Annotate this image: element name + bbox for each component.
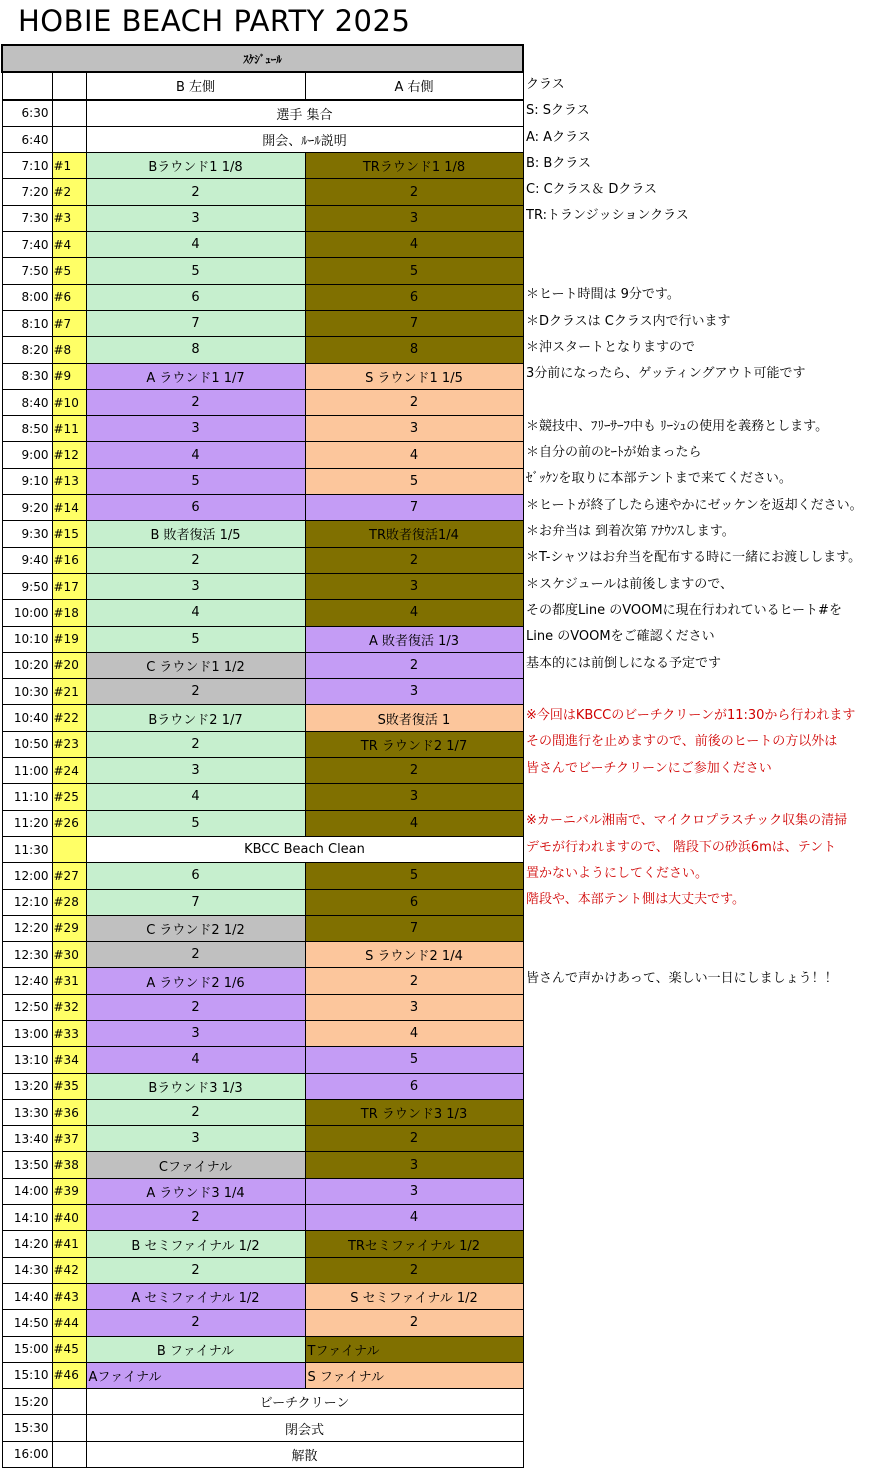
a-side-heat-cell: S ファイナル: [305, 1362, 523, 1388]
note-line: ＊競技中、ﾌﾘｰｻｰﾌ中も ﾘｰｼｭの使用を義務とします。: [526, 418, 829, 434]
schedule-row: [2, 1205, 523, 1231]
a-side-heat-cell: TR ラウンド3 1/3: [305, 1099, 523, 1125]
schedule-row: [2, 547, 523, 573]
b-side-heat-cell: 7: [86, 889, 305, 915]
a-side-heat-cell: TR ラウンド2 1/7: [305, 731, 523, 757]
time-cell: 11:30: [2, 836, 52, 862]
time-cell: 9:50: [2, 573, 52, 599]
time-cell: 12:50: [2, 994, 52, 1020]
schedule-row: [2, 1020, 523, 1046]
a-side-heat-cell: 2: [305, 389, 523, 415]
b-side-heat-cell: 4: [86, 442, 305, 468]
schedule-row: [2, 126, 523, 152]
note-line: [526, 677, 888, 703]
time-cell: 14:20: [2, 1231, 52, 1257]
note-line: [526, 914, 888, 940]
event-cell: 開会、ﾙｰﾙ説明: [86, 126, 523, 152]
heat-number-cell: #10: [52, 389, 86, 415]
schedule-row: [2, 1099, 523, 1125]
schedule-row: [2, 626, 523, 652]
time-cell: 11:00: [2, 758, 52, 784]
heat-number-cell: #5: [52, 258, 86, 284]
heat-number-cell: #35: [52, 1073, 86, 1099]
a-side-heat-cell: 7: [305, 915, 523, 941]
a-side-heat-cell: 2: [305, 652, 523, 678]
b-side-heat-cell: 3: [86, 1020, 305, 1046]
note-line: ＊お弁当は 到着次第 ｱﾅｳﾝｽします。: [526, 524, 735, 540]
heat-number-cell: #46: [52, 1362, 86, 1388]
schedule-row: [2, 1441, 523, 1467]
a-side-heat-cell: 4: [305, 232, 523, 258]
note-line: [526, 230, 888, 256]
heat-number-cell: #17: [52, 573, 86, 599]
time-cell: 7:40: [2, 232, 52, 258]
a-side-heat-cell: 3: [305, 1178, 523, 1204]
schedule-row: [2, 442, 523, 468]
a-side-heat-cell: 3: [305, 679, 523, 705]
time-cell: 10:00: [2, 600, 52, 626]
note-line: A: Aクラス: [526, 129, 591, 145]
heat-number-cell: #36: [52, 1099, 86, 1125]
b-side-heat-cell: 2: [86, 679, 305, 705]
schedule-row: [2, 1231, 523, 1257]
b-side-heat-cell: 4: [86, 784, 305, 810]
note-line: ｾﾞｯｹﾝを取りに本部テントまで来てください。: [526, 471, 792, 487]
time-cell: 12:20: [2, 915, 52, 941]
schedule-row: [2, 600, 523, 626]
a-side-heat-cell: 5: [305, 258, 523, 284]
a-side-heat-cell: 8: [305, 337, 523, 363]
schedule-row: [2, 1415, 523, 1441]
time-cell: 13:20: [2, 1073, 52, 1099]
time-cell: 13:40: [2, 1126, 52, 1152]
schedule-row: [2, 836, 523, 862]
a-side-heat-cell: 5: [305, 1047, 523, 1073]
heat-number-cell: #14: [52, 495, 86, 521]
b-side-heat-cell: 2: [86, 389, 305, 415]
note-line: 皆さんで声かけあって、楽しい一日にしましょう！！: [526, 971, 838, 987]
a-side-heat-cell: 3: [305, 1152, 523, 1178]
note-line: 3分前になったら、ゲッティングアウト可能です: [526, 366, 806, 382]
schedule-row: [2, 1257, 523, 1283]
time-cell: 15:00: [2, 1336, 52, 1362]
heat-number-cell: #27: [52, 863, 86, 889]
column-header-row: [2, 72, 523, 99]
b-side-heat-cell: Aファイナル: [86, 1362, 305, 1388]
note-line: ＊沖スタートとなりますので: [526, 339, 696, 355]
b-side-heat-cell: 6: [86, 284, 305, 310]
b-side-heat-cell: 5: [86, 258, 305, 284]
heat-number-cell: #20: [52, 652, 86, 678]
schedule-row: [2, 810, 523, 836]
schedule-row: [2, 942, 523, 968]
a-side-heat-cell: TRラウンド1 1/8: [305, 153, 523, 179]
heat-number-cell: #37: [52, 1126, 86, 1152]
note-line: 階段や、本部テント側は大丈夫です。: [526, 892, 746, 908]
time-cell: 14:30: [2, 1257, 52, 1283]
heat-number-cell: #7: [52, 310, 86, 336]
note-line: S: Sクラス: [526, 103, 590, 119]
a-side-heat-cell: 3: [305, 416, 523, 442]
time-cell: 9:10: [2, 468, 52, 494]
note-line: ＊ヒートが終了したら速やかにゼッケンを返却ください。: [526, 497, 863, 513]
a-side-heat-cell: 4: [305, 810, 523, 836]
schedule-row: [2, 679, 523, 705]
a-side-heat-cell: 4: [305, 1020, 523, 1046]
b-side-heat-cell: 5: [86, 626, 305, 652]
heat-number-cell: #43: [52, 1283, 86, 1309]
a-side-heat-cell: A 敗者復活 1/3: [305, 626, 523, 652]
a-side-heat-cell: TR敗者復活1/4: [305, 521, 523, 547]
note-line: [526, 256, 888, 282]
time-cell: 7:10: [2, 153, 52, 179]
schedule-row: [2, 758, 523, 784]
b-side-heat-cell: 2: [86, 1099, 305, 1125]
b-side-heat-cell: 2: [86, 1310, 305, 1336]
heat-number-cell: #6: [52, 284, 86, 310]
heat-number-cell: #28: [52, 889, 86, 915]
a-side-heat-cell: 6: [305, 284, 523, 310]
heat-number-cell: #22: [52, 705, 86, 731]
time-cell: 8:20: [2, 337, 52, 363]
a-side-heat-cell: 2: [305, 1257, 523, 1283]
schedule-header-row: [2, 45, 523, 72]
heat-number-cell: #33: [52, 1020, 86, 1046]
time-cell: 9:40: [2, 547, 52, 573]
note-line: ※今回はKBCCのビーチクリーンが11:30から行われます: [526, 708, 856, 724]
a-side-heat-cell: S ラウンド2 1/4: [305, 942, 523, 968]
heat-number-cell: #15: [52, 521, 86, 547]
schedule-row: [2, 863, 523, 889]
b-side-heat-cell: Bラウンド2 1/7: [86, 705, 305, 731]
schedule-row: [2, 1178, 523, 1204]
schedule-row: [2, 968, 523, 994]
heat-col-header: [52, 72, 86, 99]
b-side-heat-cell: 2: [86, 731, 305, 757]
schedule-row: [2, 179, 523, 205]
heat-number-cell: #30: [52, 942, 86, 968]
a-side-heat-cell: 2: [305, 1310, 523, 1336]
time-cell: 13:30: [2, 1099, 52, 1125]
heat-number-cell: [52, 100, 86, 127]
time-cell: 12:30: [2, 942, 52, 968]
a-side-heat-cell: 4: [305, 1205, 523, 1231]
heat-number-cell: [52, 836, 86, 862]
note-line: その都度Line のVOOMに現在行われているヒート#を: [526, 602, 842, 618]
b-side-heat-cell: 3: [86, 205, 305, 231]
time-cell: 13:10: [2, 1047, 52, 1073]
b-side-heat-cell: Bラウンド1 1/8: [86, 153, 305, 179]
a-side-heat-cell: 2: [305, 758, 523, 784]
heat-number-cell: #12: [52, 442, 86, 468]
schedule-row: [2, 100, 523, 127]
heat-number-cell: #39: [52, 1178, 86, 1204]
note-line: ＊自分の前のﾋｰﾄが始まったら: [526, 445, 702, 461]
event-cell: ビーチクリーン: [86, 1389, 523, 1415]
note-line: Line のVOOMをご確認ください: [526, 629, 715, 645]
heat-number-cell: #3: [52, 205, 86, 231]
note-line: [526, 940, 888, 966]
a-side-heat-cell: 6: [305, 889, 523, 915]
b-side-heat-cell: 5: [86, 468, 305, 494]
time-cell: 7:20: [2, 179, 52, 205]
heat-number-cell: #29: [52, 915, 86, 941]
heat-number-cell: #31: [52, 968, 86, 994]
b-side-heat-cell: 3: [86, 416, 305, 442]
time-cell: 13:50: [2, 1152, 52, 1178]
heat-number-cell: #11: [52, 416, 86, 442]
heat-number-cell: #4: [52, 232, 86, 258]
event-cell: KBCC Beach Clean: [86, 836, 523, 862]
a-side-heat-cell: 3: [305, 994, 523, 1020]
schedule-row: [2, 1047, 523, 1073]
page-title: HOBIE BEACH PARTY 2025: [18, 4, 411, 38]
b-side-heat-cell: B ファイナル: [86, 1336, 305, 1362]
heat-number-cell: #21: [52, 679, 86, 705]
schedule-row: [2, 573, 523, 599]
schedule-row: [2, 1126, 523, 1152]
a-side-heat-cell: 7: [305, 310, 523, 336]
time-cell: 6:30: [2, 100, 52, 127]
a-side-heat-cell: 3: [305, 573, 523, 599]
schedule-row: [2, 652, 523, 678]
schedule-row: [2, 705, 523, 731]
schedule-row: [2, 495, 523, 521]
b-side-heat-cell: Bラウンド3 1/3: [86, 1073, 305, 1099]
b-side-heat-cell: C ラウンド1 1/2: [86, 652, 305, 678]
b-col-header: B 左側: [86, 72, 305, 99]
time-cell: 8:00: [2, 284, 52, 310]
b-side-heat-cell: 8: [86, 337, 305, 363]
heat-number-cell: #2: [52, 179, 86, 205]
schedule-row: [2, 153, 523, 179]
schedule-row: [2, 1283, 523, 1309]
heat-number-cell: #9: [52, 363, 86, 389]
schedule-row: [2, 731, 523, 757]
heat-number-cell: #34: [52, 1047, 86, 1073]
class-col-header: クラス: [526, 77, 565, 92]
b-side-heat-cell: Cファイナル: [86, 1152, 305, 1178]
b-side-heat-cell: 4: [86, 600, 305, 626]
heat-number-cell: #26: [52, 810, 86, 836]
heat-number-cell: #44: [52, 1310, 86, 1336]
a-side-heat-cell: 2: [305, 179, 523, 205]
b-side-heat-cell: A セミファイナル 1/2: [86, 1283, 305, 1309]
time-cell: 11:20: [2, 810, 52, 836]
b-side-heat-cell: C ラウンド2 1/2: [86, 915, 305, 941]
time-cell: 12:00: [2, 863, 52, 889]
b-side-heat-cell: B 敗者復活 1/5: [86, 521, 305, 547]
b-side-heat-cell: 4: [86, 232, 305, 258]
note-line: ＊Dクラスは Cクラス内で行います: [526, 313, 731, 329]
b-side-heat-cell: 2: [86, 1205, 305, 1231]
a-side-heat-cell: 2: [305, 547, 523, 573]
time-cell: 10:30: [2, 679, 52, 705]
schedule-row: [2, 468, 523, 494]
time-cell: 8:10: [2, 310, 52, 336]
b-side-heat-cell: 2: [86, 547, 305, 573]
time-cell: 6:40: [2, 126, 52, 152]
a-side-heat-cell: S ラウンド1 1/5: [305, 363, 523, 389]
heat-number-cell: #8: [52, 337, 86, 363]
time-cell: 9:30: [2, 521, 52, 547]
schedule-label: ｽｹｼﾞｭｰﾙ: [2, 45, 523, 72]
heat-number-cell: #1: [52, 153, 86, 179]
b-side-heat-cell: 3: [86, 573, 305, 599]
a-side-heat-cell: 3: [305, 784, 523, 810]
time-cell: 8:50: [2, 416, 52, 442]
note-line: ＊スケジュールは前後しますので、: [526, 576, 733, 592]
time-col-header: [2, 72, 52, 99]
heat-number-cell: #32: [52, 994, 86, 1020]
event-cell: 選手 集合: [86, 100, 523, 127]
notes-panel: [526, 72, 888, 992]
a-side-heat-cell: 6: [305, 1073, 523, 1099]
note-line: その間進行を止めますので、前後のヒートの方以外は: [526, 734, 838, 750]
a-side-heat-cell: S敗者復活 1: [305, 705, 523, 731]
b-side-heat-cell: 3: [86, 1126, 305, 1152]
b-side-heat-cell: 7: [86, 310, 305, 336]
heat-number-cell: #40: [52, 1205, 86, 1231]
heat-number-cell: #38: [52, 1152, 86, 1178]
time-cell: 7:30: [2, 205, 52, 231]
b-side-heat-cell: 4: [86, 1047, 305, 1073]
a-side-heat-cell: 2: [305, 1126, 523, 1152]
heat-number-cell: #19: [52, 626, 86, 652]
schedule-row: [2, 1152, 523, 1178]
b-side-heat-cell: 6: [86, 495, 305, 521]
note-line: 置かないようにしてください。: [526, 865, 709, 881]
a-side-heat-cell: 5: [305, 468, 523, 494]
time-cell: 14:50: [2, 1310, 52, 1336]
time-cell: 8:30: [2, 363, 52, 389]
schedule-row: [2, 994, 523, 1020]
note-line: C: Cクラス＆ Dクラス: [526, 182, 658, 198]
schedule-row: [2, 784, 523, 810]
schedule-row: [2, 389, 523, 415]
heat-number-cell: [52, 1415, 86, 1441]
a-side-heat-cell: TRセミファイナル 1/2: [305, 1231, 523, 1257]
schedule-row: [2, 1073, 523, 1099]
a-side-heat-cell: 4: [305, 600, 523, 626]
a-col-header: A 右側: [305, 72, 523, 99]
heat-number-cell: #24: [52, 758, 86, 784]
b-side-heat-cell: 6: [86, 863, 305, 889]
time-cell: 15:30: [2, 1415, 52, 1441]
time-cell: 10:20: [2, 652, 52, 678]
schedule-row: [2, 232, 523, 258]
time-cell: 14:10: [2, 1205, 52, 1231]
b-side-heat-cell: 2: [86, 994, 305, 1020]
a-side-heat-cell: 4: [305, 442, 523, 468]
time-cell: 16:00: [2, 1441, 52, 1467]
schedule-row: [2, 337, 523, 363]
time-cell: 9:00: [2, 442, 52, 468]
heat-number-cell: [52, 1441, 86, 1467]
time-cell: 15:10: [2, 1362, 52, 1388]
schedule-row: [2, 1310, 523, 1336]
time-cell: 10:40: [2, 705, 52, 731]
time-cell: 14:40: [2, 1283, 52, 1309]
note-line: ※カーニバル湘南で、マイクロプラスチック収集の清掃: [526, 813, 848, 829]
a-side-heat-cell: S セミファイナル 1/2: [305, 1283, 523, 1309]
heat-number-cell: [52, 126, 86, 152]
schedule-row: [2, 284, 523, 310]
time-cell: 12:10: [2, 889, 52, 915]
heat-number-cell: #13: [52, 468, 86, 494]
schedule-table: [1, 44, 524, 1468]
b-side-heat-cell: 2: [86, 1257, 305, 1283]
heat-number-cell: #25: [52, 784, 86, 810]
schedule-row: [2, 258, 523, 284]
time-cell: 12:40: [2, 968, 52, 994]
schedule-row: [2, 889, 523, 915]
b-side-heat-cell: B セミファイナル 1/2: [86, 1231, 305, 1257]
note-line: 皆さんでビーチクリーンにご参加ください: [526, 760, 772, 776]
a-side-heat-cell: 5: [305, 863, 523, 889]
note-line: [526, 388, 888, 414]
schedule-row: [2, 915, 523, 941]
a-side-heat-cell: 3: [305, 205, 523, 231]
note-line: [526, 782, 888, 808]
heat-number-cell: #42: [52, 1257, 86, 1283]
heat-number-cell: #45: [52, 1336, 86, 1362]
heat-number-cell: #41: [52, 1231, 86, 1257]
schedule-row: [2, 205, 523, 231]
a-side-heat-cell: Tファイナル: [305, 1336, 523, 1362]
note-line: ＊ヒート時間は 9分です。: [526, 287, 680, 303]
b-side-heat-cell: 5: [86, 810, 305, 836]
schedule-row: [2, 1362, 523, 1388]
time-cell: 11:10: [2, 784, 52, 810]
schedule-row: [2, 521, 523, 547]
time-cell: 8:40: [2, 389, 52, 415]
b-side-heat-cell: 2: [86, 179, 305, 205]
schedule-row: [2, 363, 523, 389]
time-cell: 10:50: [2, 731, 52, 757]
heat-number-cell: #16: [52, 547, 86, 573]
schedule-row: [2, 416, 523, 442]
schedule-row: [2, 1389, 523, 1415]
time-cell: 9:20: [2, 495, 52, 521]
time-cell: 13:00: [2, 1020, 52, 1046]
note-line: B: Bクラス: [526, 155, 591, 171]
note-line: デモが行われますので、 階段下の砂浜6mは、テント: [526, 839, 837, 855]
event-cell: 閉会式: [86, 1415, 523, 1441]
note-line: ＊T-シャツはお弁当を配布する時に一緒にお渡しします。: [526, 550, 862, 566]
a-side-heat-cell: 2: [305, 968, 523, 994]
time-cell: 14:00: [2, 1178, 52, 1204]
time-cell: 10:10: [2, 626, 52, 652]
time-cell: 7:50: [2, 258, 52, 284]
heat-number-cell: [52, 1389, 86, 1415]
heat-number-cell: #18: [52, 600, 86, 626]
time-cell: 15:20: [2, 1389, 52, 1415]
schedule-row: [2, 1336, 523, 1362]
note-line: 基本的には前倒しになる予定です: [526, 655, 722, 671]
schedule-row: [2, 310, 523, 336]
b-side-heat-cell: A ラウンド1 1/7: [86, 363, 305, 389]
a-side-heat-cell: 7: [305, 495, 523, 521]
event-cell: 解散: [86, 1441, 523, 1467]
note-line: TR:トランジッションクラス: [526, 208, 689, 224]
b-side-heat-cell: 2: [86, 942, 305, 968]
b-side-heat-cell: 3: [86, 758, 305, 784]
b-side-heat-cell: A ラウンド2 1/6: [86, 968, 305, 994]
b-side-heat-cell: A ラウンド3 1/4: [86, 1178, 305, 1204]
heat-number-cell: #23: [52, 731, 86, 757]
